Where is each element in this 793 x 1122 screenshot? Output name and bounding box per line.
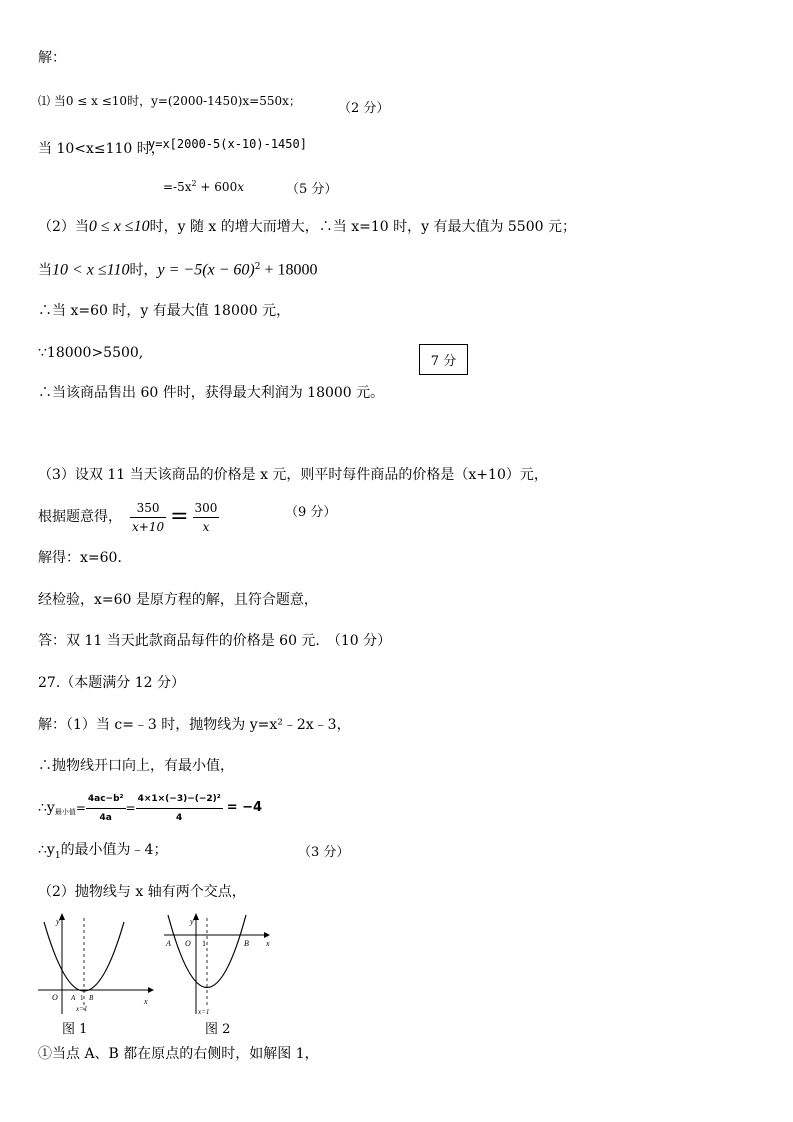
p16-sub: 最小值 bbox=[54, 808, 76, 816]
q27-heading: 27.（本题满分 12 分） bbox=[38, 675, 185, 691]
part3-line: （3）设双 11 当天该商品的价格是 x 元，则平时每件商品的价格是（x+10）元， bbox=[38, 467, 548, 483]
expr2-exp: 2 bbox=[191, 179, 197, 188]
part2-cond: 0 ≤ x ≤10 bbox=[88, 218, 150, 235]
ymin-fraction2 bbox=[136, 790, 223, 827]
score-5: （5 分） bbox=[286, 182, 338, 197]
p18-line: （2）抛物线与 x 轴有两个交点， bbox=[38, 884, 246, 900]
fig2-origin-label: O bbox=[185, 939, 191, 948]
frac2-num: 300 bbox=[193, 499, 220, 518]
part2-line2 bbox=[38, 258, 318, 280]
figure-1-caption: 图 1 bbox=[62, 1022, 88, 1037]
ymin-formula-line bbox=[38, 792, 262, 824]
p10-line: 解得：x=60． bbox=[38, 550, 132, 566]
expr2-a: =-5x bbox=[163, 180, 192, 194]
score-3: （3 分） bbox=[298, 845, 350, 860]
part1b-prefix: 当 10<x≤110 时， bbox=[38, 141, 165, 157]
p6-line: ∵18000>5500, bbox=[38, 345, 144, 361]
equation-line bbox=[38, 500, 219, 534]
part2-a: （2）当 bbox=[38, 219, 89, 235]
frac1-num: 350 bbox=[130, 499, 166, 518]
p17-sub: 1 bbox=[54, 850, 61, 861]
p12-line: 答：双 11 当天此款商品每件的价格是 60 元. （10 分） bbox=[38, 633, 392, 649]
p11-line: 经检验，x=60 是原方程的解，且符合题意， bbox=[38, 592, 318, 608]
fig1-y-arrow bbox=[59, 913, 65, 920]
p16-a: ∴y bbox=[38, 800, 55, 816]
ymin-den2: 4 bbox=[176, 812, 183, 823]
p14-line: 解：（1）当 c=﹣3 时，抛物线为 y=x²﹣2x﹣3， bbox=[38, 717, 351, 733]
p4-expr-b: + 18000 bbox=[260, 261, 318, 279]
fig2-y-arrow bbox=[193, 913, 199, 920]
part2-b: 时，y 随 x 的增大而增大，∴当 x=10 时，y 有最大值为 5500 元； bbox=[149, 219, 576, 235]
p7-line: ∴当该商品售出 60 件时，获得最大利润为 18000 元。 bbox=[38, 385, 385, 401]
fig2-x-arrow bbox=[264, 932, 270, 938]
p17-line bbox=[38, 841, 167, 865]
ymin-fraction1 bbox=[86, 790, 126, 827]
part1-text: 时，y=(2000-1450)x=550x； bbox=[127, 94, 301, 108]
fig1-x-arrow bbox=[148, 987, 154, 993]
fig1-x-label: x bbox=[144, 997, 148, 1006]
fig1-xeq-label: x=1 bbox=[76, 1005, 88, 1013]
part2-line bbox=[38, 218, 576, 236]
p4-expr-a: y = −5(x − 60) bbox=[157, 261, 255, 279]
fraction-300 bbox=[193, 499, 220, 536]
part1-cond: 0 ≤ x ≤10 bbox=[65, 94, 128, 108]
fig2-b-label: B bbox=[244, 939, 249, 948]
p4-expr-exp: 2 bbox=[254, 262, 261, 272]
part1b-expr2 bbox=[163, 175, 244, 196]
p17-b: 的最小值为﹣4； bbox=[60, 842, 168, 858]
fig2-xeq-label: x=1 bbox=[198, 1008, 210, 1016]
p19-line: ①当点 A、B 都在原点的右侧时，如解图 1， bbox=[38, 1046, 319, 1062]
fraction-350 bbox=[130, 499, 166, 536]
ymin-num1: 4ac−b² bbox=[86, 790, 126, 809]
ymin-result: = −4 bbox=[226, 800, 263, 815]
fig1-one-label: 1 bbox=[80, 994, 84, 1002]
p15-line: ∴抛物线开口向上，有最小值， bbox=[38, 758, 234, 774]
p16-eq1: = bbox=[75, 801, 86, 815]
score-2: （2 分） bbox=[338, 101, 390, 116]
part1-line bbox=[38, 92, 301, 110]
part1-prefix: ⑴ 当 bbox=[38, 94, 66, 108]
score-box-7: 7 分 bbox=[419, 344, 468, 375]
fig2-y-label: y bbox=[190, 917, 194, 926]
p4-b: 时， bbox=[129, 262, 158, 279]
p4-cond: 10 < x ≤110 bbox=[52, 261, 130, 279]
part1b-expr: y=x[2000-5(x-10)-1450] bbox=[148, 137, 307, 151]
score-9: （9 分） bbox=[285, 505, 337, 520]
frac1-den: x+10 bbox=[132, 519, 165, 534]
p17-a: ∴y bbox=[38, 842, 55, 858]
ymin-num2: 4×1×(−3)−(−2)² bbox=[136, 790, 223, 809]
p4-a: 当 bbox=[38, 262, 52, 279]
fig1-y-label: y bbox=[56, 917, 60, 926]
figure-2-caption: 图 2 bbox=[205, 1022, 231, 1037]
solution-label: 解： bbox=[38, 50, 66, 66]
expr2-b: + 600 bbox=[196, 180, 238, 194]
fig2-a-label: A bbox=[166, 939, 171, 948]
fig1-b-label: B bbox=[89, 994, 94, 1002]
frac2-den: x bbox=[202, 519, 210, 534]
p16-eq2: = bbox=[125, 801, 136, 815]
fig2-x-label: x bbox=[266, 939, 270, 948]
fig2-one-label: 1 bbox=[202, 939, 206, 948]
figure-1-graph bbox=[36, 910, 156, 1020]
p9-a: 根据题意得， bbox=[38, 509, 122, 525]
fig1-a-label: A bbox=[71, 994, 76, 1002]
p5-line: ∴当 x=60 时，y 有最大值 18000 元， bbox=[38, 303, 291, 319]
figure-2-graph bbox=[160, 910, 280, 1020]
expr2-c: x bbox=[237, 180, 244, 194]
fig1-origin-label: O bbox=[52, 993, 58, 1002]
equals-sign: = bbox=[170, 504, 189, 529]
ymin-den1: 4a bbox=[99, 812, 112, 823]
